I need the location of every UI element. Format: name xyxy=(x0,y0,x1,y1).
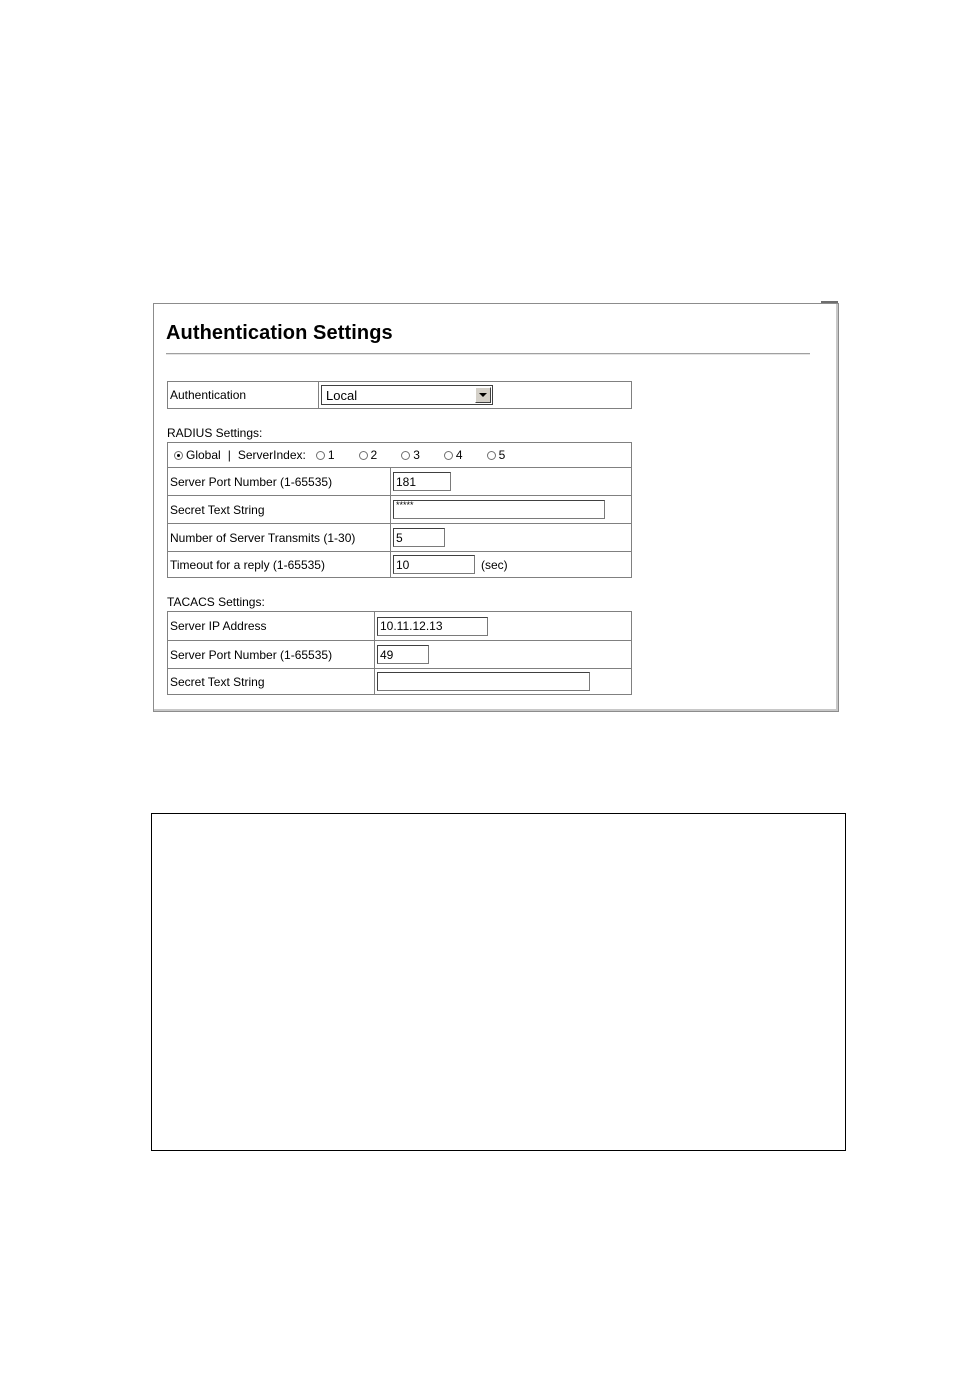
radio-server-2[interactable] xyxy=(359,449,378,461)
authentication-settings-panel xyxy=(153,303,839,712)
tacacs-ip-label: Server IP Address xyxy=(170,619,267,633)
radius-table xyxy=(167,442,632,578)
radio-button-icon[interactable] xyxy=(444,451,453,460)
radius-transmits-label: Number of Server Transmits (1-30) xyxy=(170,530,356,545)
radio-server-3[interactable] xyxy=(401,449,420,461)
tacacs-section-label: TACACS Settings: xyxy=(167,595,265,609)
tacacs-secret-input[interactable] xyxy=(377,672,590,691)
scope-separator: | xyxy=(227,448,231,462)
tacacs-port-row xyxy=(168,640,631,668)
chevron-down-icon[interactable] xyxy=(475,387,491,403)
radio-server-5[interactable] xyxy=(487,449,506,461)
radius-timeout-input[interactable]: 10 xyxy=(393,555,475,574)
radio-button-icon[interactable] xyxy=(487,451,496,460)
authentication-row xyxy=(168,382,631,408)
empty-framed-box xyxy=(151,813,846,1151)
tacacs-secret-label: Secret Text String xyxy=(170,674,265,689)
radius-section-label: RADIUS Settings: xyxy=(167,426,263,440)
title-divider xyxy=(166,353,810,355)
radius-timeout-row xyxy=(168,551,631,577)
server-index-label: ServerIndex: xyxy=(237,448,306,462)
tacacs-port-input[interactable]: 49 xyxy=(377,645,429,664)
authentication-label: Authentication xyxy=(170,388,247,402)
radius-port-row xyxy=(168,467,631,495)
radius-secret-input[interactable]: ***** xyxy=(393,500,605,519)
radio-global[interactable] xyxy=(174,449,221,461)
radio-server-4[interactable] xyxy=(444,449,463,461)
radio-server-3-label: 3 xyxy=(413,448,420,462)
radio-server-5-label: 5 xyxy=(498,448,506,462)
authentication-table xyxy=(167,381,632,409)
radio-server-1-label: 1 xyxy=(327,448,335,462)
radio-server-4-label: 4 xyxy=(455,448,463,462)
tacacs-ip-row xyxy=(168,612,631,640)
authentication-value-cell xyxy=(318,382,631,408)
tacacs-secret-row xyxy=(168,668,631,694)
radio-button-icon[interactable] xyxy=(316,451,325,460)
radio-server-1[interactable] xyxy=(316,449,335,461)
radius-transmits-row xyxy=(168,523,631,551)
radius-transmits-input[interactable]: 5 xyxy=(393,528,445,547)
radius-scope-row xyxy=(168,443,631,467)
radio-button-icon[interactable] xyxy=(359,451,368,460)
tacacs-table xyxy=(167,611,632,695)
tacacs-ip-input[interactable]: 10.11.12.13 xyxy=(377,617,488,636)
radius-secret-row xyxy=(168,495,631,523)
authentication-select[interactable] xyxy=(321,385,493,405)
radius-port-input[interactable]: 181 xyxy=(393,472,451,491)
authentication-selected: Local xyxy=(326,387,358,403)
page-title: Authentication Settings xyxy=(166,322,393,344)
radius-timeout-label: Timeout for a reply (1-65535) xyxy=(170,557,325,572)
radius-secret-label: Secret Text String xyxy=(170,502,265,517)
radio-button-icon[interactable] xyxy=(174,451,183,460)
timeout-unit: (sec) xyxy=(481,557,508,572)
radio-global-label: Global xyxy=(186,448,221,462)
radius-scope-radio-group xyxy=(168,443,631,467)
tacacs-port-label: Server Port Number (1-65535) xyxy=(170,647,333,662)
radio-server-2-label: 2 xyxy=(370,448,378,462)
radio-button-icon[interactable] xyxy=(401,451,410,460)
radius-port-label: Server Port Number (1-65535) xyxy=(170,474,333,489)
